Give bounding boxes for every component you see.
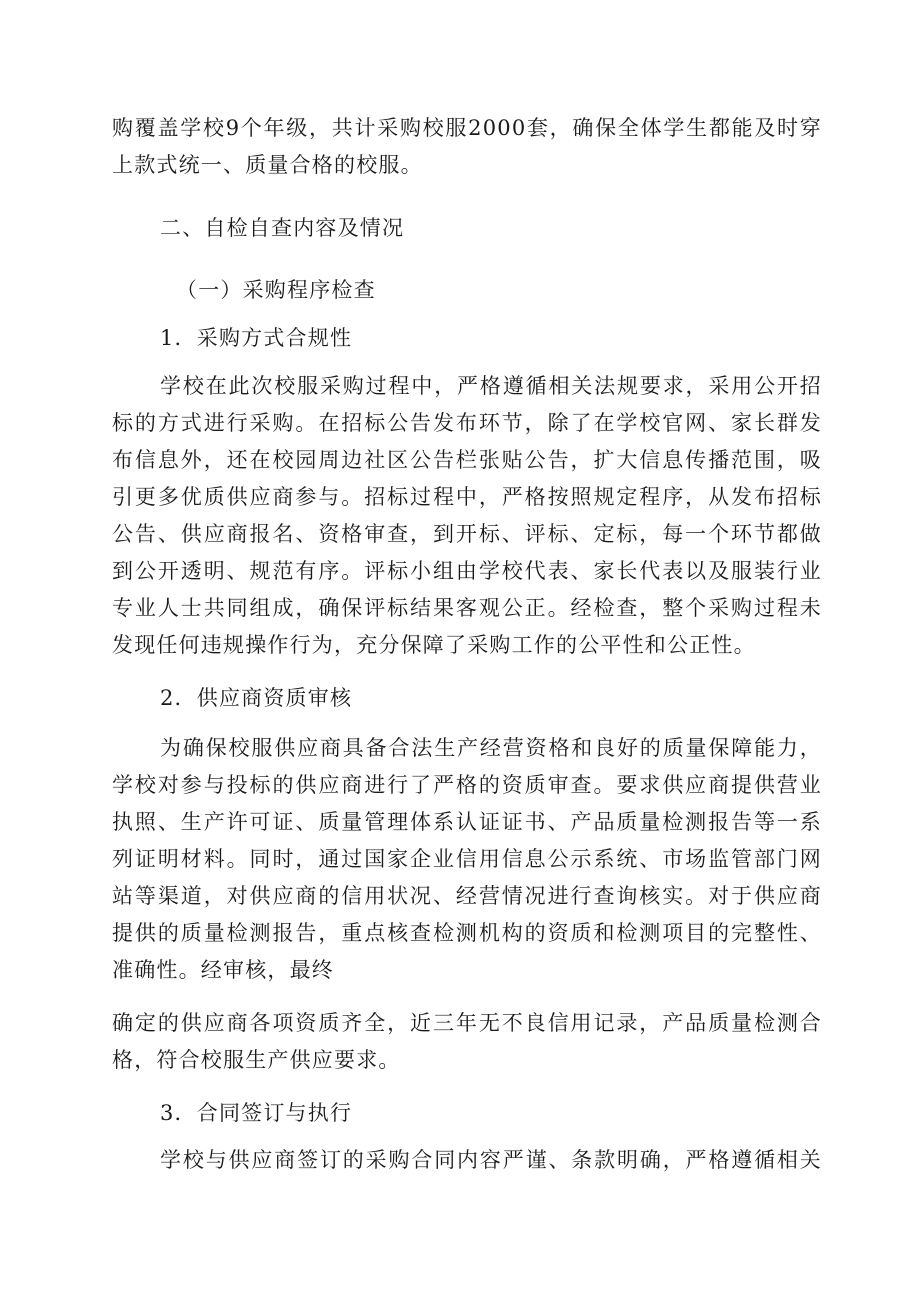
body-text-line: 购覆盖学校9个年级，共计采购校服2000套，确保全体学生都能及时穿 (112, 116, 822, 140)
body-text-line: 发现任何违规操作行为，充分保障了采购工作的公平性和公正性。 (112, 633, 756, 657)
body-text-line: 标的方式进行采购。在招标公告发布环节，除了在学校官网、家长群发 (112, 411, 822, 435)
body-text-line: 上款式统一、质量合格的校服。 (112, 153, 423, 177)
item-heading: 3．合同签订与执行 (160, 1101, 353, 1125)
item-heading: 2．供应商资质审核 (160, 686, 353, 710)
body-text-line: 布信息外，还在校园周边社区公告栏张贴公告，扩大信息传播范围，吸 (112, 448, 822, 472)
body-text-line: 公告、供应商报名、资格审查，到开标、评标、定标，每一个环节都做 (112, 522, 822, 546)
body-text-line: 学校在此次校服采购过程中，严格遵循相关法规要求，采用公开招 (160, 374, 822, 398)
body-text-line: 到公开透明、规范有序。评标小组由学校代表、家长代表以及服装行业 (112, 559, 822, 583)
body-text-line: 格，符合校服生产供应要求。 (112, 1048, 401, 1072)
body-text-line: 确定的供应商各项资质齐全，近三年无不良信用记录，产品质量检测合 (112, 1011, 822, 1035)
item-heading: 1．采购方式合规性 (160, 326, 353, 350)
body-text-line: 学校与供应商签订的采购合同内容严谨、条款明确，严格遵循相关 (160, 1148, 822, 1172)
body-text-line: 提供的质量检测报告，重点核查检测机构的资质和检测项目的完整性、 (112, 921, 822, 945)
body-text-line: 专业人士共同组成，确保评标结果客观公正。经检查，整个采购过程未 (112, 596, 822, 620)
body-text-line: 引更多优质供应商参与。招标过程中，严格按照规定程序，从发布招标 (112, 485, 822, 509)
body-text-line: 列证明材料。同时，通过国家企业信用信息公示系统、市场监管部门网 (112, 847, 822, 871)
section-heading: 二、自检自查内容及情况 (160, 216, 405, 240)
body-text-line: 准确性。经审核，最终 (112, 958, 334, 982)
body-text-line: 为确保校服供应商具备合法生产经营资格和良好的质量保障能力， (160, 736, 822, 760)
body-text-line: 站等渠道，对供应商的信用状况、经营情况进行查询核实。对于供应商 (112, 884, 822, 908)
subsection-heading: （一）采购程序检查 (176, 278, 376, 302)
body-text-line: 学校对参与投标的供应商进行了严格的资质审查。要求供应商提供营业 (112, 773, 822, 797)
body-text-line: 执照、生产许可证、质量管理体系认证证书、产品质量检测报告等一系 (112, 810, 822, 834)
